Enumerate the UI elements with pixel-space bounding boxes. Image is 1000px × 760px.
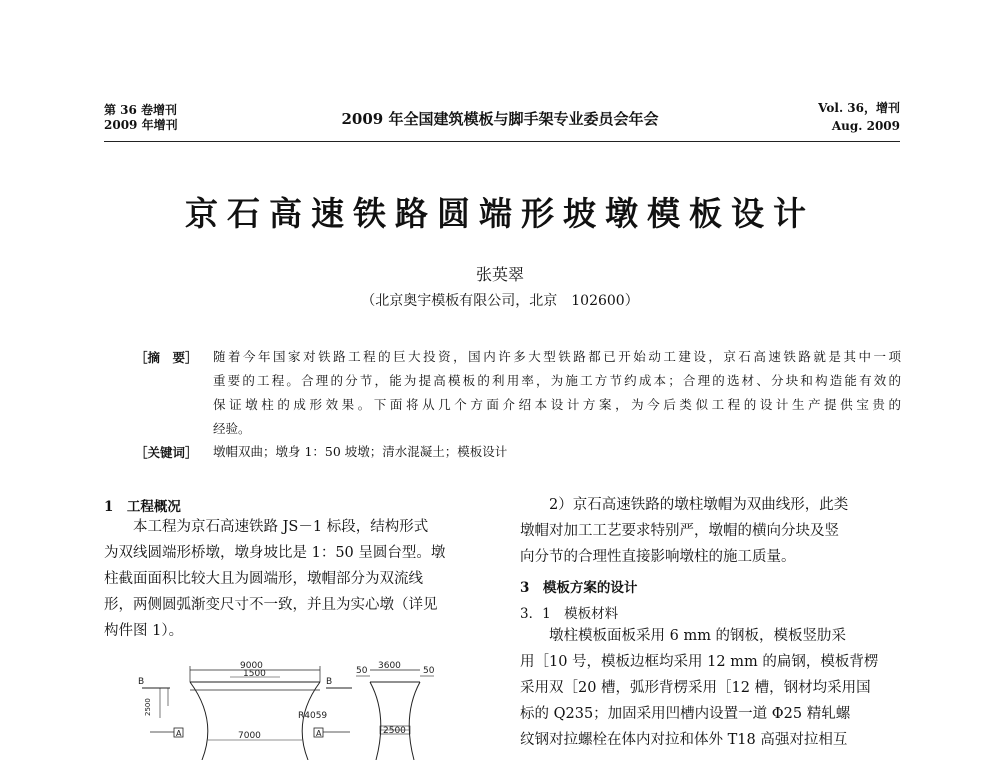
side-left-curve [370,682,381,760]
section-3-heading: 3 模板方案的设计 [520,580,638,596]
dim-2500-side: 2500 [383,726,406,736]
cap-right-curve [302,682,320,760]
body-line: 墩柱模板面板采用 6 mm 的钢板，模板竖肋采 [520,628,847,644]
dim-2500-vertical: 2500 [144,698,152,716]
dim-3600: 3600 [378,661,401,671]
header-vol-en: Vol. 36，增刊 [818,101,900,115]
dim-radius: R4059 [298,711,328,721]
header-year: 2009 年增刊 [104,118,178,132]
section-3-1-heading: 3．1 模板材料 [520,606,619,622]
body-line: 2）京石高速铁路的墩柱墩帽为双曲线形，此类 [520,497,849,513]
section-mark-b-right: B [326,677,333,687]
pier-drawing-figure [130,660,450,760]
body-line: 标的 Q235；加固采用凹槽内设置一道 Φ25 精轧螺 [520,706,851,722]
body-line: 纹钢对拉螺栓在体内对拉和体外 T18 高强对拉相互 [520,732,848,748]
abstract-line: 重要的工程。合理的分节，能为提高模板的利用率，为施工方节约成本；合理的选材、分块和构造能有效的 [213,373,901,388]
dim-7000: 7000 [238,731,261,741]
side-right-curve [409,682,420,760]
dim-50-left: 50 [356,666,368,676]
header-volume: 第 36 卷增刊 [104,103,178,117]
body-line: 形，两侧圆弧渐变尺寸不一致，并且为实心墩（详见 [104,597,438,613]
body-line: 采用双［20 槽，弧形背楞采用［12 槽，钢材均采用国 [520,680,871,696]
body-line: 为双线圆端形桥墩，墩身坡比是 1：50 呈圆台型。墩 [104,545,446,561]
abstract-line: 随着今年国家对铁路工程的巨大投资，国内许多大型铁路都已开始动工建设，京石高速铁路就是其中一项 [213,349,901,364]
cap-left-curve [190,682,208,760]
paper-title: 京石高速铁路圆端形坡墩模板设计 [185,194,815,233]
section-mark-b-left: B [138,677,145,687]
body-line: 墩帽对加工工艺要求特别严，墩帽的横向分块及竖 [520,523,839,539]
section-mark-a-right: A [316,729,322,738]
keywords-label: ［关键词］ [135,445,198,460]
body-line: 本工程为京石高速铁路 JS－1 标段，结构形式 [104,519,429,535]
section-1-heading: 1 工程概况 [104,499,181,515]
header-conference: 2009 年全国建筑模板与脚手架专业委员会年会 [341,110,659,128]
body-line: 柱截面面积比较大且为圆端形，墩帽部分为双流线 [104,571,423,587]
header-date-en: Aug. 2009 [831,119,900,133]
author-affiliation: （北京奥宇模板有限公司，北京 102600） [361,293,639,309]
abstract-label: ［摘 要］ [135,350,198,365]
abstract-line: 保证墩柱的成形效果。下面将从几个方面介绍本设计方案，为今后类似工程的设计生产提供宝贵的 [213,397,901,412]
body-line: 向分节的合理性直接影响墩柱的施工质量。 [520,549,796,565]
body-line: 用［10 号，模板边框均采用 12 mm 的扁钢，模板背楞 [520,654,879,670]
header-rule [104,141,900,142]
author-name: 张英翠 [475,265,524,284]
dim-50-right: 50 [423,666,435,676]
section-mark-a-left: A [176,729,182,738]
dim-9000: 9000 [240,661,263,671]
dim-1500: 1500 [243,669,266,679]
abstract-line: 经验。 [213,421,251,436]
body-line: 构件图 1）。 [104,623,184,639]
keywords-text: 墩帽双曲；墩身 1：50 坡墩；清水混凝土；模板设计 [213,444,508,459]
